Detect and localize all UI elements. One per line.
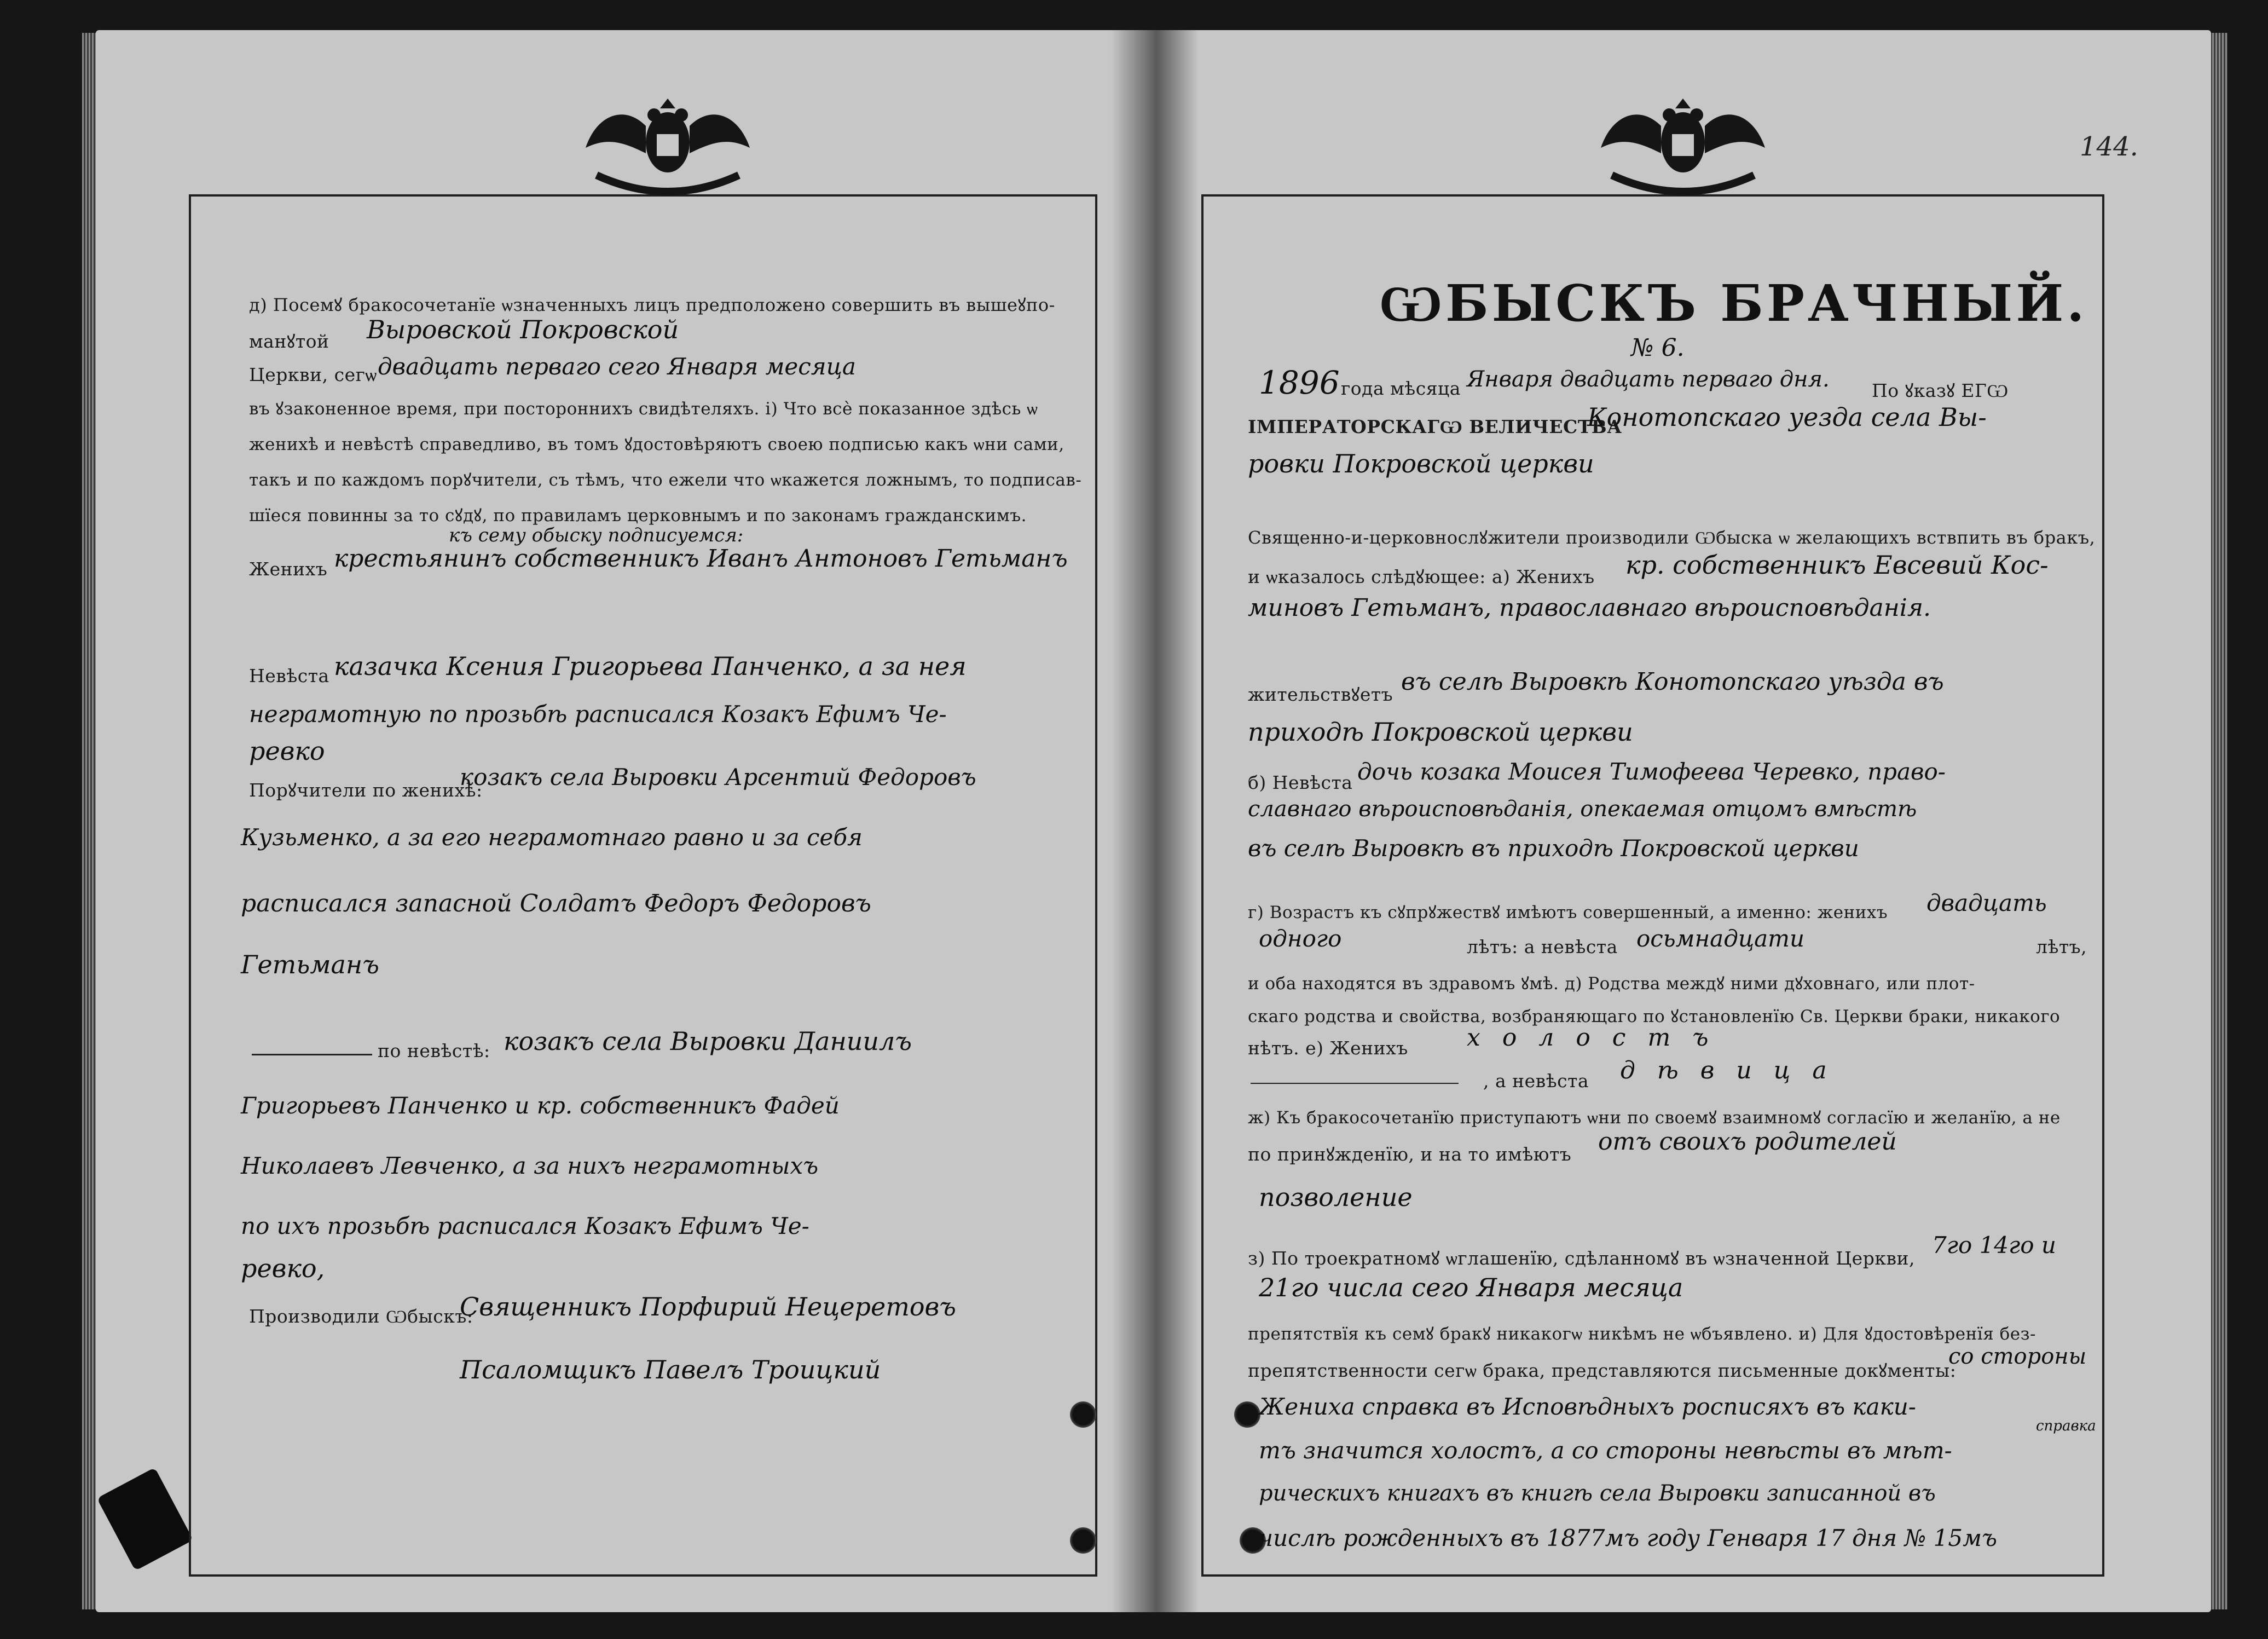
binding-hole — [1234, 1401, 1260, 1428]
residence-handwritten-2: приходѣ Покровской церкви — [1248, 717, 1633, 747]
guarantors-bride-handwritten-2: Григорьевъ Панченко и кр. собственникъ Фадей — [241, 1092, 840, 1119]
documents-line-1: Жениха справка въ Исповѣдныхъ росписяхъ въ каки- — [1259, 1393, 1916, 1420]
clause-line-6: такъ и по каждомъ порꙋчители, съ тѣмъ, что ежели что ѡкажется ложнымъ, то подписав- — [249, 470, 1082, 490]
clause-time-text: въ ꙋзаконенное время, при постороннихъ свидѣтеляхъ. і) Что всѐ показанное здѣсь ѡ — [249, 399, 1038, 419]
guarantors-bride-label: по невѣстѣ: — [378, 1040, 490, 1061]
documents-note: справка — [2036, 1418, 2096, 1434]
residence-label: жительствꙋетъ — [1248, 684, 1393, 705]
bride-status-handwritten: дѣвица — [1620, 1057, 1849, 1084]
guarantors-groom-handwritten-2: Кузьменко, а за его неграмотнаго равно и за себя — [241, 824, 863, 851]
bride-handwritten-r2: славнаго вѣроисповѣданія, опекаемая отцомъ вмѣстѣ — [1248, 797, 1917, 822]
age-bride-handwritten: осьмнадцати — [1636, 925, 1805, 952]
dash-rule — [252, 1054, 372, 1055]
month-handwritten: Января двадцать перваго дня. — [1467, 367, 1830, 392]
guarantors-groom-handwritten-1: козакъ села Выровки Арсентий Федоровъ — [460, 764, 976, 790]
age-text: г) Возрастъ къ сꙋпрꙋжествꙋ имѣютъ совершенный, а именно: женихъ — [1248, 903, 1888, 922]
guarantors-groom-handwritten-4: Гетьманъ — [241, 950, 379, 979]
majesty-handwritten: Конотопскаго уезда села Вы- — [1587, 402, 1987, 432]
groom-handwritten-2: миновъ Гетьманъ, православнаго вѣроисповѣданія. — [1248, 594, 1931, 622]
date-handwritten: двадцать перваго сего Января месяца — [378, 353, 856, 380]
banns-handwritten-2: 21го числа сего Января месяца — [1259, 1273, 1683, 1302]
health-text-2: скаго родства и свойства, возбраняющаго по ꙋстановленїю Св. Церкви браки, никакого — [1248, 1007, 2061, 1026]
folio-number: 144. — [2080, 131, 2138, 162]
permission-handwritten: позволение — [1259, 1182, 1413, 1212]
bride-handwritten-2: неграмотную по прозьбѣ расписался Козакъ Ефимъ Че- — [249, 701, 947, 728]
bride-handwritten-3: ревко — [249, 736, 325, 766]
obstacle-text: препятствїя къ семꙋ бракꙋ никакогѡ никѣмъ не ѡбъявлено. и) Для ꙋдостовѣренїя без- — [1248, 1324, 2036, 1344]
groom-handwritten-1: кр. собственникъ Евсевий Кос- — [1625, 550, 2049, 580]
guarantors-bride-handwritten-5: ревко, — [241, 1254, 325, 1283]
priest-signature: Священникъ Порфирий Нецеретовъ — [460, 1292, 956, 1321]
age-groom-handwritten-1: двадцать — [1926, 890, 2047, 916]
bride-handwritten-r3: въ селѣ Выровкѣ въ приходѣ Покровской церкви — [1248, 835, 1859, 862]
guarantors-bride-handwritten-3: Николаевъ Левченко, а за нихъ неграмотныхъ — [241, 1152, 819, 1179]
documents-handwritten: со стороны — [1948, 1344, 2087, 1369]
marital-status-label: нѣтъ. е) Женихъ — [1248, 1037, 1408, 1059]
consent-text: ж) Къ бракосочетанїю приступаютъ ѡни по своемꙋ взаимномꙋ согласїю и желанїю, а не — [1248, 1108, 2061, 1128]
bride-status-label: , а невѣста — [1483, 1070, 1589, 1092]
bride-handwritten-1: казачка Ксения Григорьева Панченко, а за нея — [334, 651, 967, 681]
bride-handwritten-r1: дочь козака Моисея Тимофеева Черевко, право- — [1357, 758, 1946, 785]
decree-label: По ꙋказꙋ ЕГѠ — [1872, 380, 2009, 401]
record-number: № 6. — [1631, 334, 1685, 362]
guarantors-bride-handwritten-1: козакъ села Выровки Даниилъ — [504, 1026, 912, 1056]
conducted-label: Производили Ѡбыскъ: — [249, 1306, 473, 1327]
clause-d-text: д) Посемꙋ бракосочетанїе ѡзначенныхъ лицъ предположено совершить въ вышеꙋпо- — [249, 295, 1055, 315]
binding-hole — [1070, 1527, 1096, 1554]
bride-label: Невѣста — [249, 665, 329, 686]
year-handwritten: 1896 — [1259, 364, 1340, 401]
bride-label-right: б) Невѣста — [1248, 772, 1353, 793]
found-text: и ѡказалось слѣдꙋющее: а) Женихъ — [1248, 566, 1595, 587]
church-name-handwritten: Выровской Покровской — [367, 315, 679, 344]
obstacle-text-2: препятственности сегѡ брака, представляются письменные докꙋменты: — [1248, 1360, 1957, 1381]
clergy-text: Священно-и-церковнослꙋжители производили Ѡбыска ѡ желающихъ вствпить въ бракъ, — [1248, 527, 2096, 548]
majesty-label: ІМПЕРАТОРСКАГѠ ВЕЛИЧЕСТВА — [1248, 416, 1622, 437]
church-handwritten: ровки Покровской церкви — [1248, 449, 1594, 478]
documents-line-2: тъ значится холостъ, а со стороны невѣсты въ мѣт- — [1259, 1437, 1952, 1464]
years-label: лѣтъ, — [2036, 936, 2087, 957]
mentioned-label: манꙋтой — [249, 331, 329, 352]
groom-handwritten: крестьянинъ собственникъ Иванъ Антоновъ Гетьманъ — [334, 545, 1068, 573]
eagle-emblem-icon — [1590, 82, 1776, 203]
eagle-emblem-icon — [575, 82, 761, 203]
guarantors-groom-label: Порꙋчители по женихѣ: — [249, 780, 483, 801]
banns-handwritten: 7го 14го и — [1932, 1232, 2056, 1259]
church-label: Церкви, сегѡ — [249, 364, 377, 385]
dash-rule — [1251, 1083, 1459, 1084]
documents-line-4: числѣ рожденныхъ въ 1877мъ году Генваря 17 дня № 15мъ — [1259, 1525, 1997, 1551]
subscription-note: къ сему обыску подписуемся: — [449, 524, 744, 546]
banns-text: з) По троекратномꙋ ѡглашенїю, сдѣланномꙋ въ ѡзначенной Церкви, — [1248, 1248, 1916, 1269]
year-label: года мѣсяца — [1341, 378, 1461, 399]
health-text: и оба находятся въ здравомъ ꙋмѣ. д) Родства междꙋ ними дꙋховнаго, или плот- — [1248, 974, 1975, 994]
guarantors-groom-handwritten-3: расписался запасной Солдатъ Федоръ Федоровъ — [241, 890, 871, 917]
consent-handwritten: отъ своихъ родителей — [1598, 1128, 1897, 1156]
consent-text-2: по принꙋжденїю, и на то имѣютъ — [1248, 1144, 1572, 1165]
age-bride-label: лѣтъ: а невѣста — [1467, 936, 1618, 957]
psalmist-signature: Псаломщикъ Павелъ Троицкий — [460, 1355, 881, 1384]
documents-line-3: рическихъ книгахъ въ книгѣ села Выровки записанной въ — [1259, 1481, 1936, 1506]
groom-status-handwritten: холостъ — [1467, 1024, 1731, 1052]
page-title: ѠБЫСКЪ БРАЧНЫЙ. — [1379, 274, 2088, 333]
residence-handwritten-1: въ селѣ Выровкѣ Конотопскаго уѣзда въ — [1401, 668, 1944, 696]
binding-hole — [1070, 1401, 1096, 1428]
groom-label: Женихъ — [249, 558, 328, 580]
book-gutter — [1111, 30, 1199, 1612]
clause-line-5: женихѣ и невѣстѣ справедливо, въ томъ ꙋдостовѣряютъ своею подписью какъ ѡни сами, — [249, 435, 1064, 454]
age-groom-handwritten-2: одного — [1259, 925, 1342, 952]
guarantors-bride-handwritten-4: по ихъ прозьбѣ расписался Козакъ Ефимъ Че- — [241, 1213, 809, 1239]
clause-line-7: шїеся повинны за то сꙋдꙋ, по правиламъ церковнымъ и по законамъ гражданскимъ. — [249, 506, 1027, 526]
